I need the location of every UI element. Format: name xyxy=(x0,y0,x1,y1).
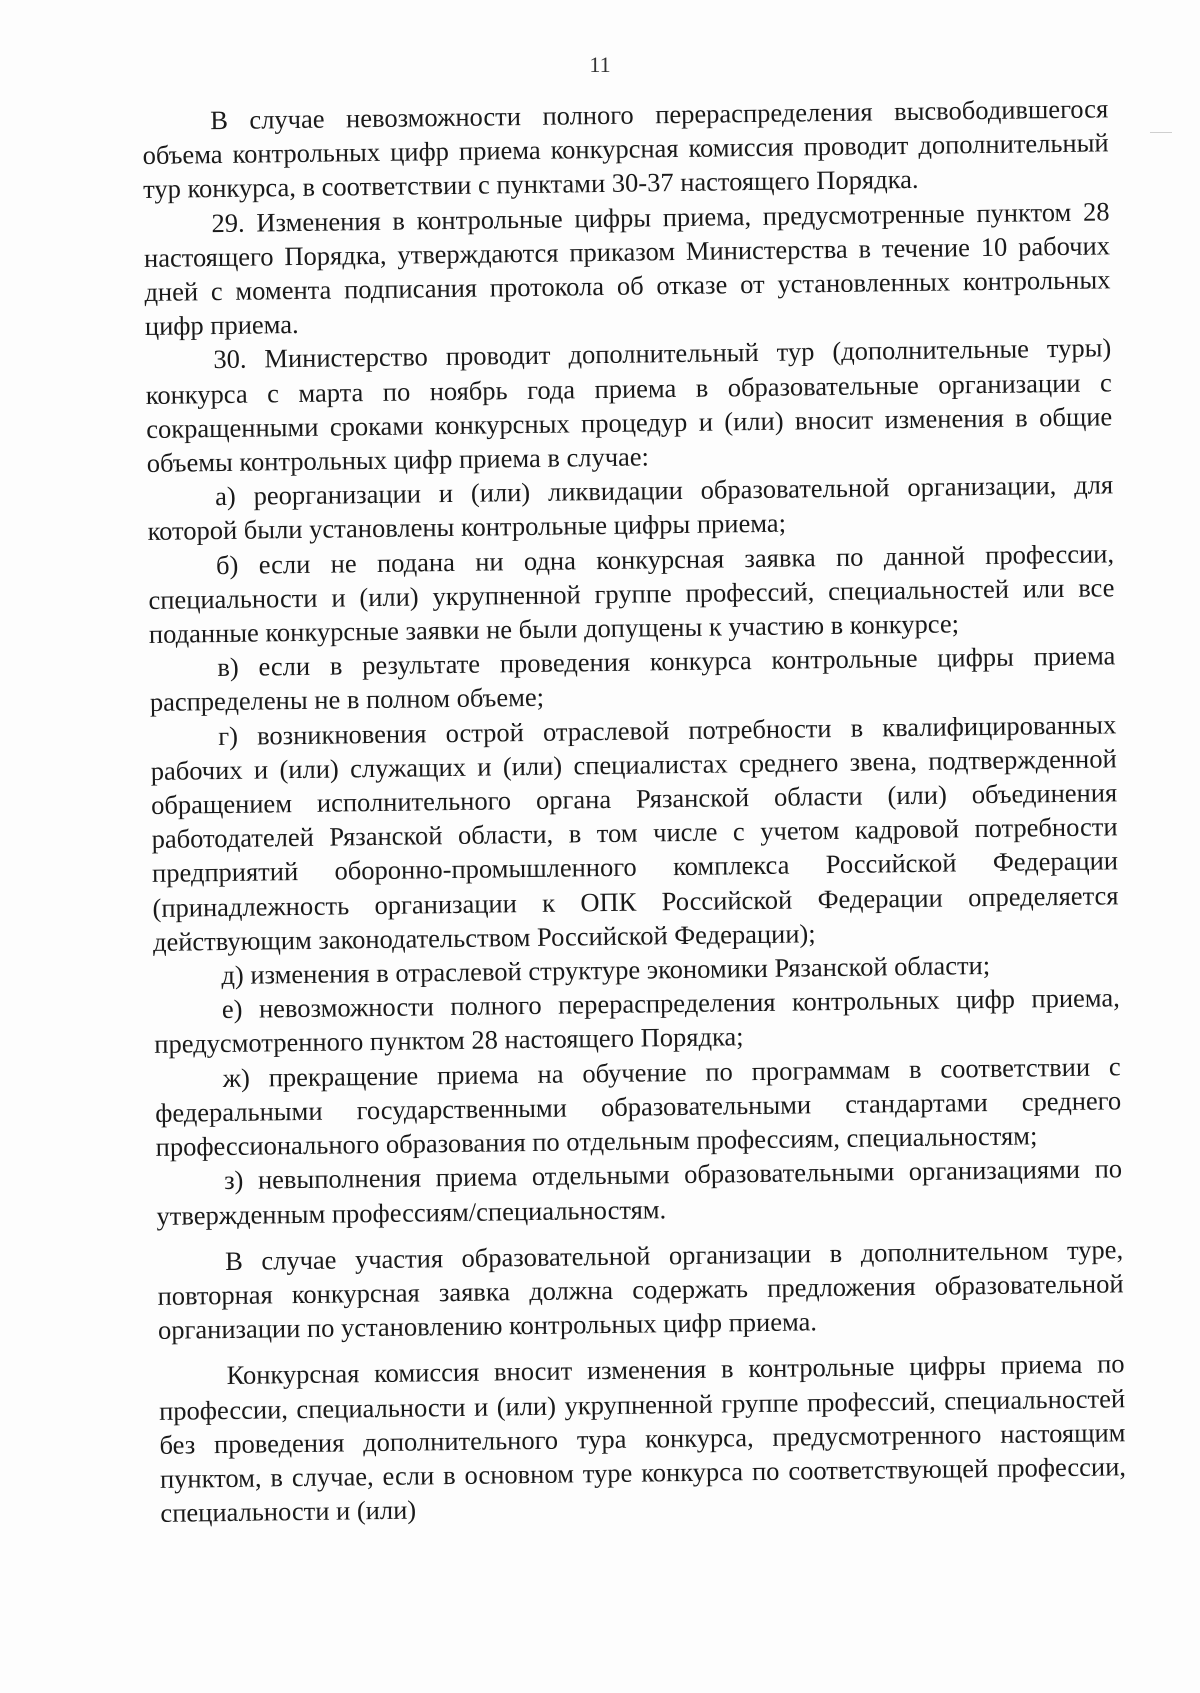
scan-artifact xyxy=(1150,132,1172,133)
paragraph-30-zh: ж) прекращение приема на обучение по программам в соответствии с федеральными государственными образовательными стандартами среднего профессионального образования по отдельным профессиям, специальностям; xyxy=(155,1050,1122,1163)
page-number: 11 xyxy=(589,52,611,77)
paragraph-30-a: а) реорганизации и (или) ликвидации образовательной организации, для которой были установлены контрольные цифры приема; xyxy=(147,469,1114,547)
paragraph-29: 29. Изменения в контрольные цифры приема, предусмотренные пунктом 28 настоящего Порядка, утверждаются приказом Министерства в течение 10 рабочих дней с момента подписания протокола об отказе от установленных контрольных цифр приема. xyxy=(143,195,1111,342)
paragraph-30-b: б) если не подана ни одна конкурсная заявка по данной профессии, специальности и (или) укрупненной группе профессий, специальностей или все поданные конкурсные заявки не были допущены к участию в конкурсе; xyxy=(148,537,1115,650)
paragraph-redistribution: В случае невозможности полного перераспределения высвободившегося объема контрольных цифр приема конкурсная комиссия проводит дополнительный тур конкурса, в соответствии с пунктами 30-37 настоящего Порядка. xyxy=(142,93,1109,205)
paragraph-additional-round: В случае участия образовательной организации в дополнительном туре, повторная конкурсная заявка должна содержать предложения образовательной организации по установлению контрольных цифр приема. xyxy=(157,1233,1124,1346)
paragraph-30-g: г) возникновения острой отраслевой потребности в квалифицированных рабочих и (или) служащих и (или) специалистах среднего звена, подтвержденной обращением исполнительного органа Рязанской области (или) объединения работодателей Рязанской области, в том числе с учетом кадровой потребности предприятий оборонно-промышленного комплекса Российской Федерации (принадлежность организации к ОПК Российской Федерации определяется действующим законодательством Российской Федерации); xyxy=(150,708,1119,957)
paragraph-30-e: е) невозможности полного перераспределения контрольных цифр приема, предусмотренного пунктом 28 настоящего Порядка; xyxy=(154,982,1120,1060)
paragraph-commission: Конкурсная комиссия вносит изменения в контрольные цифры приема по профессии, специальности и (или) укрупненной группе профессий, специальностей без проведения дополнительного тура конкурса, предусмотренного настоящим пунктом, в случае, если в основном туре конкурса по соответствующей профессии, специальности и (или) xyxy=(158,1348,1127,1529)
paragraph-30-d: д) изменения в отраслевой структуре экономики Рязанской области; xyxy=(221,950,991,991)
paragraph-30: 30. Министерство проводит дополнительный тур (дополнительные туры) конкурса с марта по ноябрь года приема в образовательные организации с сокращенными сроками конкурсных процедур и (или) вносит изменения в общие объемы контрольных цифр приема в случае: xyxy=(145,332,1113,478)
paragraph-30-z: з) невыполнения приема отдельными образовательными организациями по утвержденным профессиям/специальностям. xyxy=(156,1153,1123,1231)
document-body xyxy=(142,91,1127,1530)
paragraph-30-v: в) если в результате проведения конкурса контрольные цифры приема распределены не в полном объеме; xyxy=(149,640,1116,718)
